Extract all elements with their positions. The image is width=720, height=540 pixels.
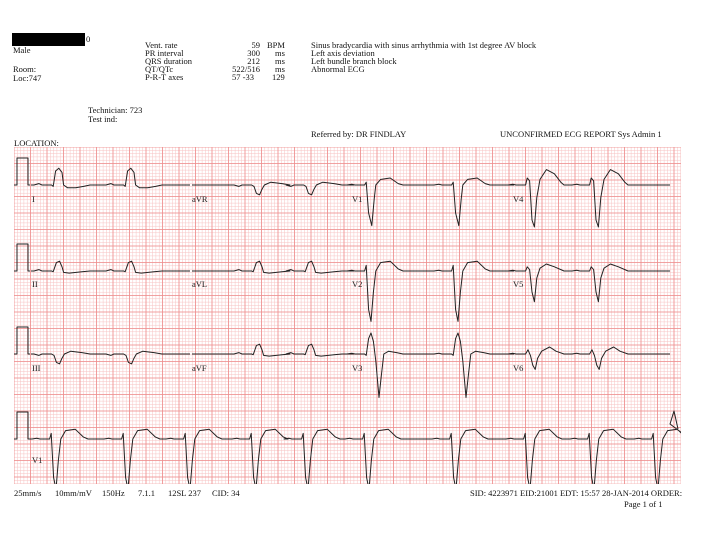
lead-label: aVR: [192, 194, 208, 204]
ecg-trace: [192, 182, 352, 195]
referred-by: Referred by: DR FINDLAY: [311, 129, 407, 139]
report-status: UNCONFIRMED ECG REPORT Sys Admin 1: [500, 129, 662, 139]
measurement-value: 522/516: [232, 64, 260, 74]
ecg-grid: [14, 147, 681, 484]
interpretation-line: Left bundle branch block: [311, 56, 397, 66]
test-indication: Test ind:: [88, 114, 118, 124]
software-version: 7.1.1: [138, 488, 155, 498]
measurement-unit: ms: [275, 56, 285, 66]
location-label: LOCATION:: [14, 138, 59, 148]
lead-label: V1: [352, 194, 363, 204]
patient-sex: Male: [13, 45, 31, 55]
record-ids: SID: 4223971 EID:21001 EDT: 15:57 28-JAN-2014 ORDER:: [470, 488, 683, 498]
ecg-trace: [31, 351, 190, 364]
lead-label: V6: [513, 363, 524, 373]
lead-label: III: [32, 363, 41, 373]
interpretation-line: Left axis deviation: [311, 48, 375, 58]
page-number: Page 1 of 1: [624, 499, 663, 509]
measurement-unit: ms: [275, 48, 285, 58]
measurement-label: Vent. rate: [145, 40, 178, 50]
patient-name-suffix: 0: [86, 34, 91, 44]
gain: 10mm/mV: [55, 488, 92, 498]
ecg-strip: [14, 147, 681, 484]
ecg-trace: [31, 261, 190, 273]
lead-label: aVL: [192, 279, 208, 289]
lead-label: II: [32, 279, 38, 289]
measurement-label: PR interval: [145, 48, 184, 58]
technician: Technician: 723: [88, 105, 143, 115]
room-label: Room:: [13, 64, 37, 74]
measurement-unit: BPM: [267, 40, 285, 50]
measurement-unit: 129: [272, 72, 285, 82]
ecg-trace: [31, 168, 190, 188]
measurement-label: P-R-T axes: [145, 72, 184, 82]
ecg-trace: [347, 178, 512, 226]
lead-label: aVF: [192, 363, 207, 373]
cid: CID: 34: [212, 488, 240, 498]
measurement-value: 300: [247, 48, 260, 58]
measurement-value: 59: [251, 40, 260, 50]
measurement-value: 212: [247, 56, 260, 66]
lead-label: V4: [513, 194, 524, 204]
measurement-label: QRS duration: [145, 56, 192, 66]
calibration-pulse: [14, 244, 30, 271]
measurement-label: QT/QTc: [145, 64, 174, 74]
lead-label: V1: [32, 455, 43, 465]
interpretation-line: Sinus bradycardia with sinus arrhythmia with 1st degree AV block: [311, 40, 537, 50]
calibration-pulse: [14, 158, 30, 185]
grid-minor-lines: [14, 147, 681, 484]
location-id: Loc:747: [13, 73, 42, 83]
calibration-pulse: [14, 412, 30, 439]
lead-label: V2: [352, 279, 363, 289]
lead-label: V5: [513, 279, 524, 289]
interpretation-line: Abnormal ECG: [311, 64, 365, 74]
measurement-unit: ms: [275, 64, 285, 74]
filter: 150Hz: [102, 488, 125, 498]
lead-label: I: [32, 194, 35, 204]
paper-speed: 25mm/s: [14, 488, 42, 498]
ecg-trace: [192, 261, 352, 273]
ecg-trace: [192, 344, 352, 356]
measurement-value: 57 -33: [232, 72, 254, 82]
calibration-pulse: [14, 327, 30, 354]
lead-label: V3: [352, 363, 363, 373]
device-id: 12SL 237: [168, 488, 201, 498]
